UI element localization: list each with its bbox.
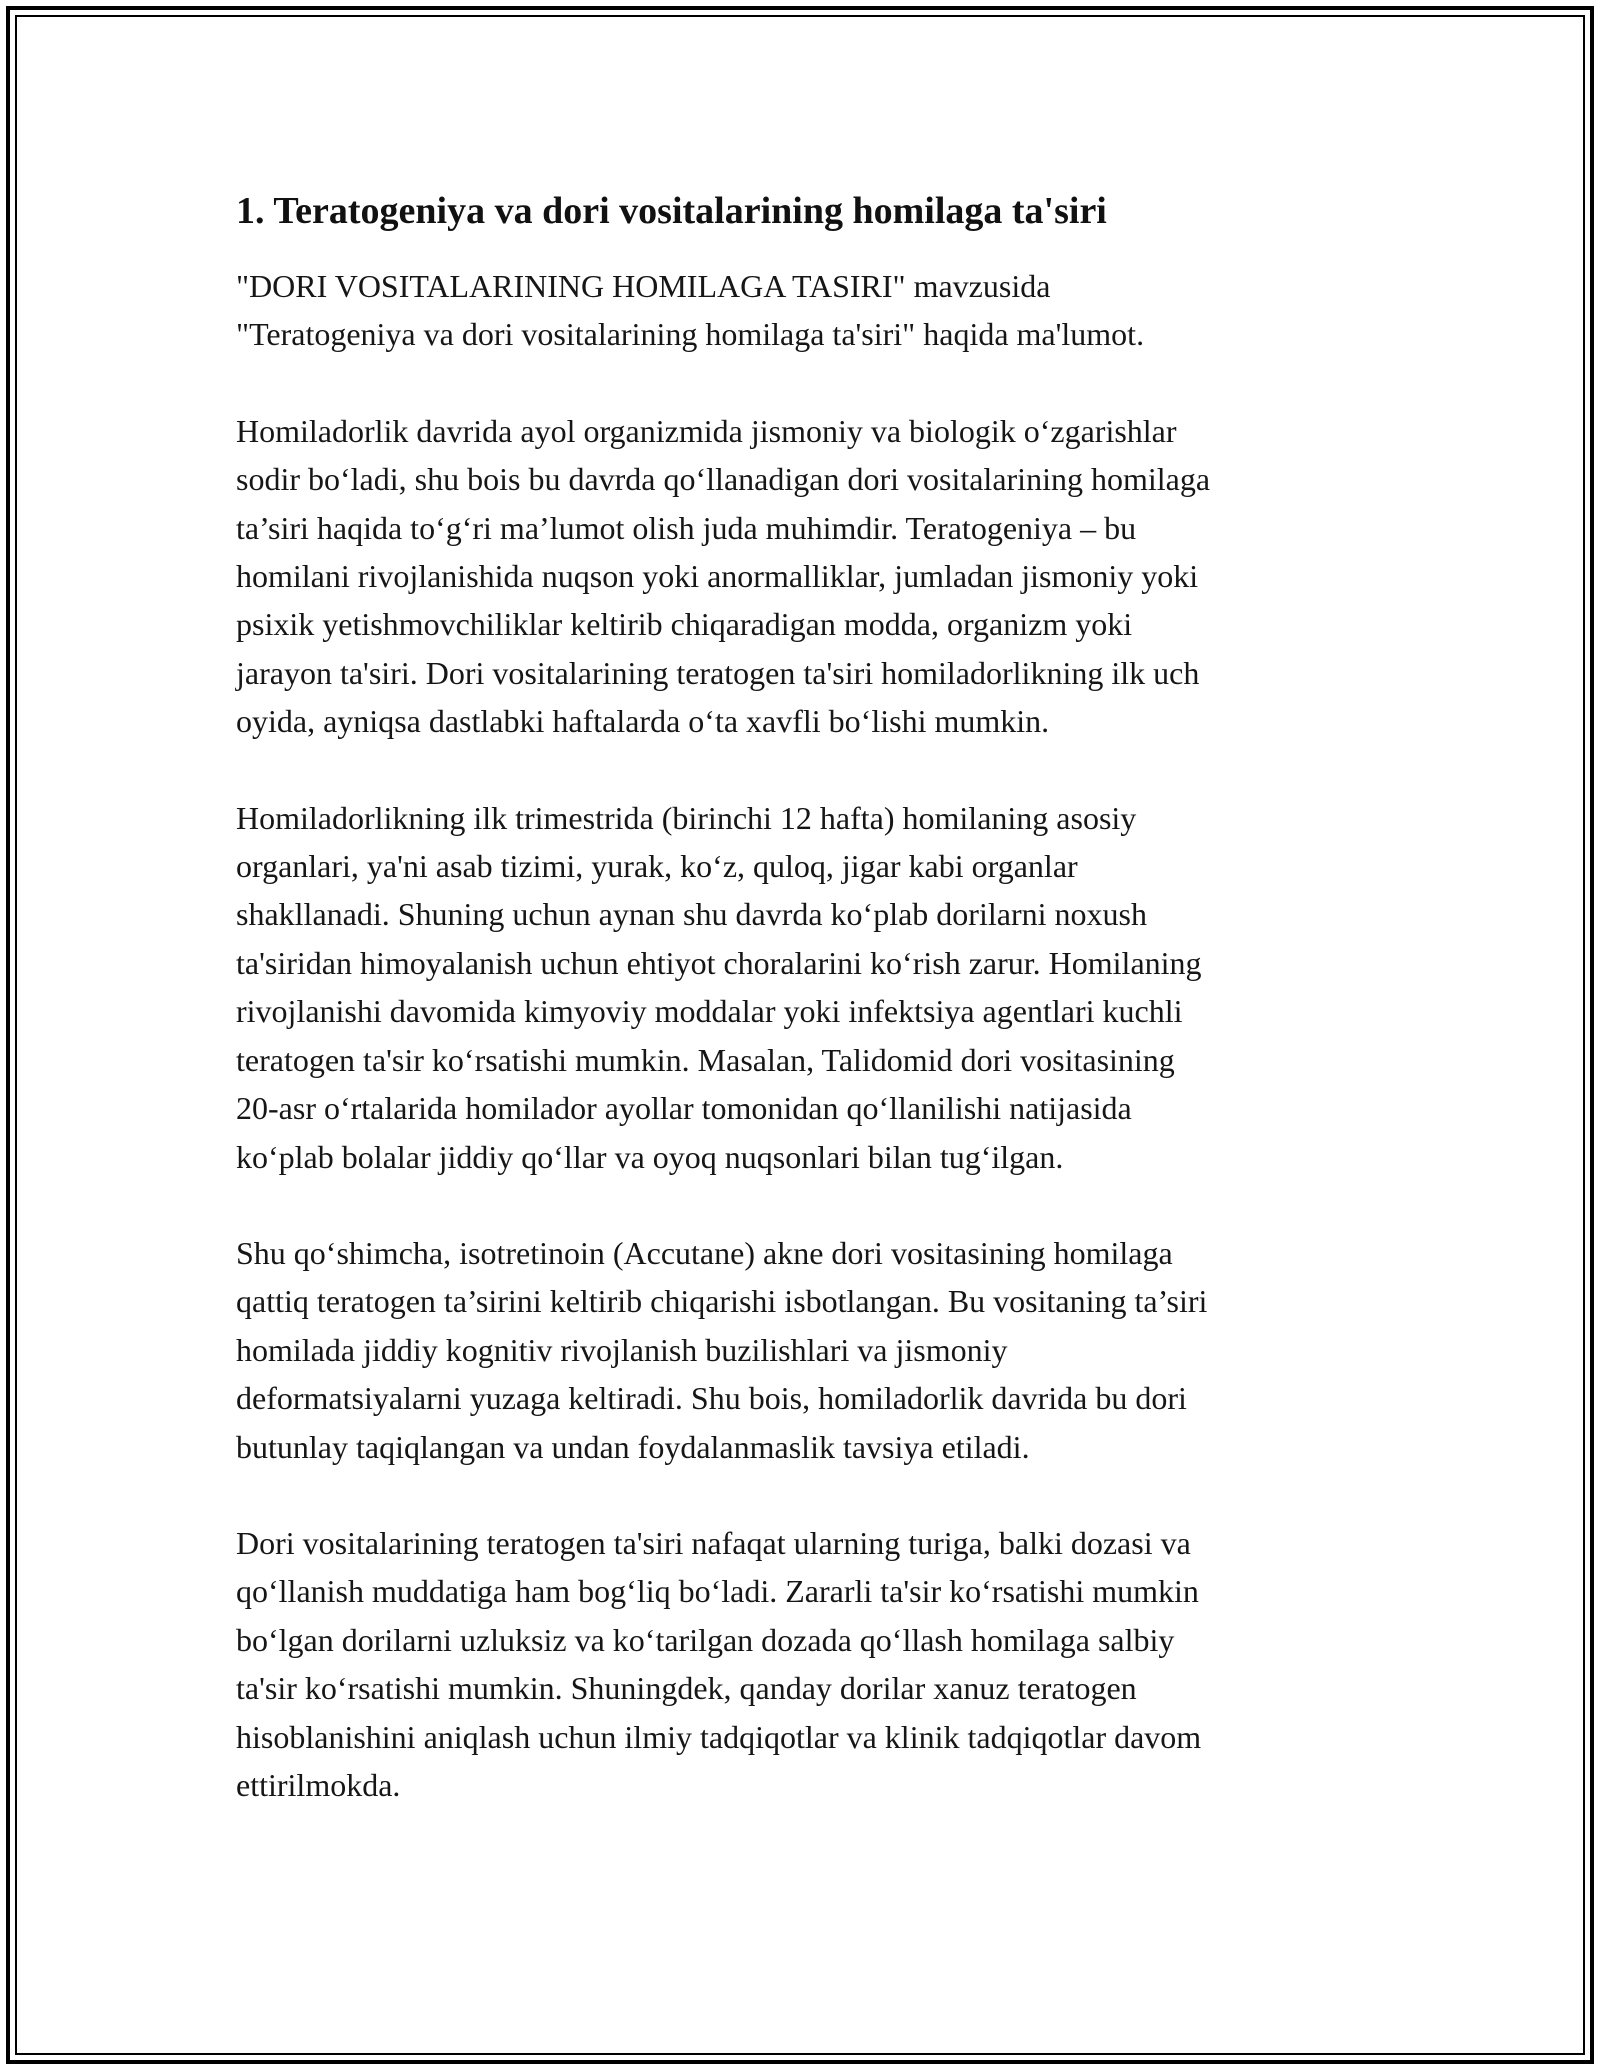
text-line: ettirilmokda. [236,1766,401,1803]
text-line: shakllanadi. Shuning uchun aynan shu davrda ko‘plab dorilarni noxush [236,896,1147,933]
text-line: butunlay taqiqlangan va undan foydalanmaslik tavsiya etiladi. [236,1428,1030,1465]
paragraph-first-trimester [236,794,1366,1181]
paragraph-dosage [236,1519,1366,1809]
text-line: psixik yetishmovchiliklar keltirib chiqaradigan modda, organizm yoki [236,606,1133,643]
paragraph-intro [236,262,1366,359]
text-line: homilani rivojlanishida nuqson yoki anormalliklar, jumladan jismoniy yoki [236,558,1199,595]
text-line: organlari, ya'ni asab tizimi, yurak, ko‘z, quloq, jigar kabi organlar [236,848,1078,885]
text-line: rivojlanishi davomida kimyoviy moddalar yoki infektsiya agentlari kuchli [236,993,1183,1030]
text-line: Shu qo‘shimcha, isotretinoin (Accutane) akne dori vositasining homilaga [236,1234,1173,1271]
text-line: bo‘lgan dorilarni uzluksiz va ko‘tarilgan dozada qo‘llash homilaga salbiy [236,1621,1175,1658]
text-line: sodir bo‘ladi, shu bois bu davrda qo‘llanadigan dori vositalarining homilaga [236,461,1211,498]
text-line: qo‘llanish muddatiga ham bog‘liq bo‘ladi. Zararli ta'sir ko‘rsatishi mumkin [236,1573,1199,1610]
text-line: ko‘plab bolalar jiddiy qo‘llar va oyoq nuqsonlari bilan tug‘ilgan. [236,1138,1064,1175]
text-line: teratogen ta'sir ko‘rsatishi mumkin. Masalan, Talidomid dori vositasining [236,1041,1175,1078]
paragraph-pregnancy-changes [236,407,1366,746]
document-body [236,186,1366,1857]
text-line: hisoblanishini aniqlash uchun ilmiy tadqiqotlar va klinik tadqiqotlar davom [236,1718,1202,1755]
text-line: Dori vositalarining teratogen ta'siri nafaqat ularning turiga, balki dozasi va [236,1524,1191,1561]
text-line: oyida, ayniqsa dastlabki haftalarda o‘ta xavfli bo‘lishi mumkin. [236,703,1050,740]
text-line: "Teratogeniya va dori vositalarining homilaga ta'siri" haqida ma'lumot. [236,316,1145,353]
text-line: Homiladorlikning ilk trimestrida (birinchi 12 hafta) homilaning asosiy [236,799,1137,836]
text-line: ta'sir ko‘rsatishi mumkin. Shuningdek, qanday dorilar xanuz teratogen [236,1670,1137,1707]
text-line: Homiladorlik davrida ayol organizmida jismoniy va biologik o‘zgarishlar [236,412,1177,449]
text-line: homilada jiddiy kognitiv rivojlanish buzilishlari va jismoniy [236,1331,1008,1368]
text-line: jarayon ta'siri. Dori vositalarining teratogen ta'siri homiladorlikning ilk uch [236,654,1200,691]
paragraph-isotretinoin [236,1229,1366,1471]
text-line: deformatsiyalarni yuzaga keltiradi. Shu bois, homiladorlik davrida bu dori [236,1380,1187,1417]
text-line: 20-asr o‘rtalarida homilador ayollar tomonidan qo‘llanilishi natijasida [236,1090,1132,1127]
document-title: 1. Teratogeniya va dori vositalarining homilaga ta'siri [236,190,1107,232]
text-line: ta’siri haqida to‘g‘ri ma’lumot olish juda muhimdir. Teratogeniya – bu [236,509,1137,546]
text-line: ta'siridan himoyalanish uchun ehtiyot choralarini ko‘rish zarur. Homilaning [236,944,1202,981]
text-line: qattiq teratogen ta’sirini keltirib chiqarishi isbotlangan. Bu vositaning ta’siri [236,1283,1208,1320]
text-line: "DORI VOSITALARINING HOMILAGA TASIRI" mavzusida [236,268,1051,304]
